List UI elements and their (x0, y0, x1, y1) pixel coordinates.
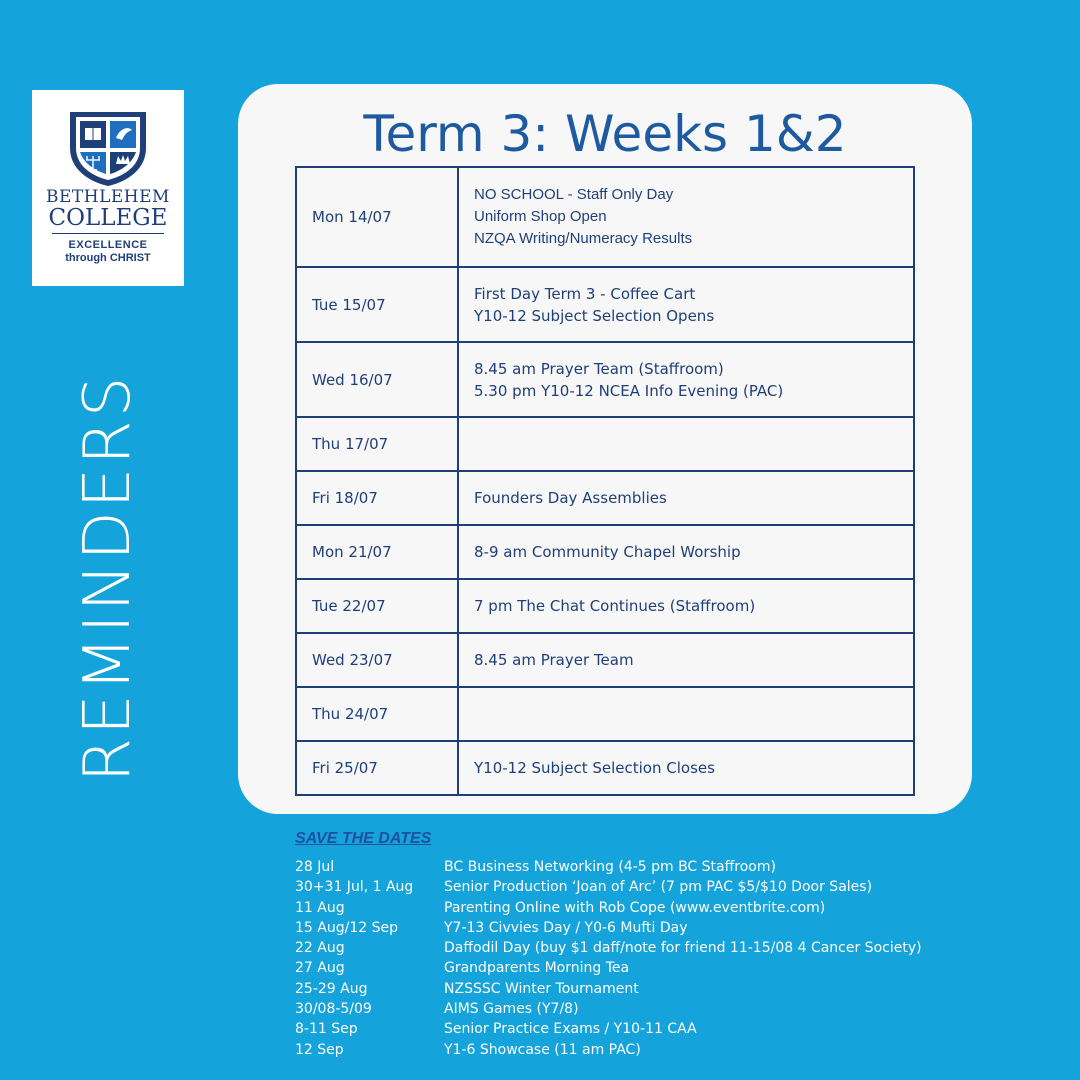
date-text: 11 Aug (295, 899, 345, 916)
event-text: 8.45 am Prayer Team (Staffroom) (474, 359, 724, 378)
event-text: NZQA Writing/Numeracy Results (474, 230, 693, 247)
day-cell: Fri 18/07 (296, 471, 458, 525)
event-text: NO SCHOOL - Staff Only Day (474, 186, 674, 203)
event-text: AIMS Games (Y7/8) (444, 1001, 579, 1018)
save-the-dates (295, 830, 922, 1060)
day-cell: Mon 14/07 (296, 167, 458, 267)
save-the-dates-heading: SAVE THE DATES (295, 830, 432, 847)
list-item (295, 898, 922, 918)
date-text: 28 Jul (295, 859, 335, 875)
event-text: Senior Practice Exams / Y10-11 CAA (444, 1021, 697, 1038)
reminders-title: REMINDERS (71, 373, 145, 783)
date-text: 25-29 Aug (295, 980, 368, 997)
day-cell: Wed 16/07 (296, 342, 458, 417)
table-row (296, 741, 914, 795)
event-text: NZSSSC Winter Tournament (444, 980, 639, 997)
date-text: 30/08-5/09 (295, 1001, 372, 1018)
events-cell (458, 342, 914, 417)
day-cell: Fri 25/07 (296, 741, 458, 795)
event-text: Uniform Shop Open (474, 208, 607, 225)
card-title: Term 3: Weeks 1&2 (363, 105, 847, 163)
event-text: Senior Production ‘Joan of Arc’ (7 pm PAC $5/$10 Door Sales) (444, 879, 873, 896)
event-text: 7 pm The Chat Continues (Staffroom) (474, 597, 756, 615)
events-cell (458, 687, 914, 741)
event-text: Founders Day Assemblies (474, 489, 667, 507)
list-item (295, 857, 922, 877)
event-text: Daffodil Day (buy $1 daff/note for friend 11-15/08 4 Cancer Society) (444, 940, 922, 957)
events-cell (458, 633, 914, 687)
day-cell: Thu 17/07 (296, 417, 458, 471)
event-text: 8.45 am Prayer Team (474, 651, 634, 669)
date-text: 22 Aug (295, 940, 345, 957)
logo-name-line1: BETHLEHEM (46, 187, 170, 207)
college-crest-icon (66, 108, 150, 188)
table-row (296, 417, 914, 471)
logo-tagline-line2: through CHRIST (65, 252, 151, 264)
schedule-table (295, 166, 915, 796)
day-cell: Mon 21/07 (296, 525, 458, 579)
event-text: First Day Term 3 - Coffee Cart (474, 284, 696, 303)
day-cell: Wed 23/07 (296, 633, 458, 687)
event-text: Y7-13 Civvies Day / Y0-6 Mufti Day (444, 919, 688, 936)
list-item (295, 1040, 922, 1060)
table-row (296, 267, 914, 342)
table-row (296, 633, 914, 687)
events-cell (458, 525, 914, 579)
events-cell (458, 579, 914, 633)
table-row (296, 471, 914, 525)
list-item (295, 999, 922, 1019)
logo-divider (52, 233, 164, 234)
table-row (296, 342, 914, 417)
table-row (296, 167, 914, 267)
day-cell: Tue 15/07 (296, 267, 458, 342)
event-text: BC Business Networking (4-5 pm BC Staffroom) (444, 859, 776, 875)
list-item (295, 1019, 922, 1039)
event-text: Y1-6 Showcase (11 am PAC) (444, 1041, 641, 1058)
event-text: 8-9 am Community Chapel Worship (474, 543, 741, 561)
date-text: 15 Aug/12 Sep (295, 919, 398, 936)
event-text: Parenting Online with Rob Cope (www.eventbrite.com) (444, 899, 826, 916)
date-text: 27 Aug (295, 960, 345, 977)
date-text: 12 Sep (295, 1041, 344, 1058)
list-item (295, 979, 922, 999)
logo-name-line2: COLLEGE (48, 205, 168, 231)
events-cell (458, 417, 914, 471)
events-cell (458, 471, 914, 525)
college-logo (32, 90, 184, 286)
day-cell: Thu 24/07 (296, 687, 458, 741)
event-text: Grandparents Morning Tea (444, 960, 630, 977)
event-text: Y10-12 Subject Selection Closes (474, 759, 715, 777)
list-item (295, 958, 922, 978)
day-cell: Tue 22/07 (296, 579, 458, 633)
list-item (295, 918, 922, 938)
events-cell (458, 741, 914, 795)
list-item (295, 938, 922, 958)
date-text: 30+31 Jul, 1 Aug (295, 879, 414, 896)
list-item (295, 877, 922, 897)
table-row (296, 687, 914, 741)
date-text: 8-11 Sep (295, 1021, 358, 1038)
logo-tagline-line1: EXCELLENCE (68, 239, 148, 251)
event-text: Y10-12 Subject Selection Opens (474, 306, 715, 325)
table-row (296, 579, 914, 633)
event-text: 5.30 pm Y10-12 NCEA Info Evening (PAC) (474, 381, 784, 400)
events-cell (458, 267, 914, 342)
table-row (296, 525, 914, 579)
events-cell (458, 167, 914, 267)
weekly-schedule-card (238, 84, 972, 814)
